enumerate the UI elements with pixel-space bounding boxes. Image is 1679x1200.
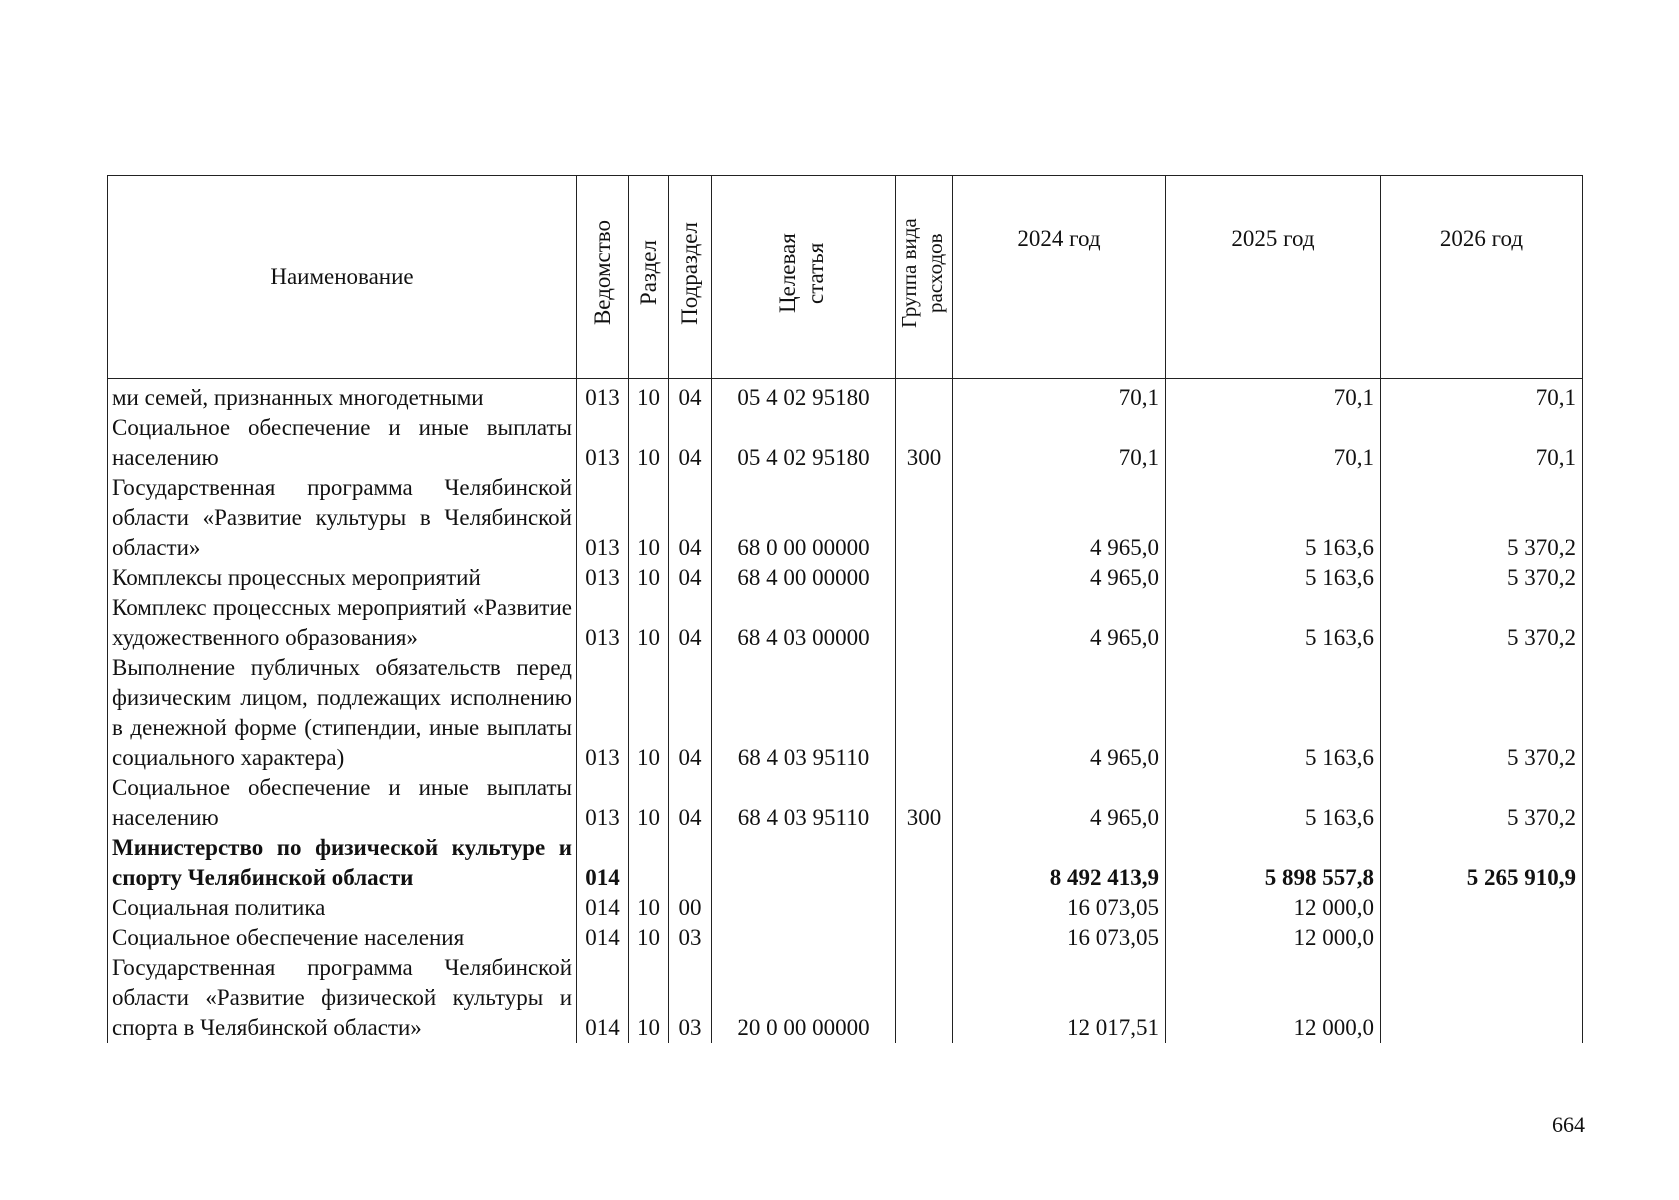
row-amount-2026: 5 370,2	[1381, 563, 1583, 593]
row-amount-2026: 5 370,2	[1381, 593, 1583, 653]
row-dept: 013	[577, 413, 629, 473]
row-dept: 013	[577, 773, 629, 833]
row-dept: 014	[577, 893, 629, 923]
header-2026: 2026 год	[1381, 176, 1583, 379]
page-number: 664	[1552, 1112, 1585, 1137]
row-expense-group: 300	[896, 773, 953, 833]
row-amount-2024: 4 965,0	[953, 773, 1166, 833]
table-row	[108, 593, 1583, 653]
table-row	[108, 773, 1583, 833]
row-amount-2024: 8 492 413,9	[953, 833, 1166, 893]
table-row	[108, 473, 1583, 563]
row-amount-2026	[1381, 893, 1583, 923]
row-amount-2024: 4 965,0	[953, 473, 1166, 563]
row-subsection: 04	[669, 473, 712, 563]
row-subsection: 04	[669, 773, 712, 833]
row-name: ми семей, признанных многодетными	[108, 379, 577, 414]
header-dept: Ведомство	[577, 176, 629, 379]
row-target-article: 20 0 00 00000	[712, 953, 896, 1043]
row-dept: 013	[577, 473, 629, 563]
header-target-article: Целевая статья	[712, 176, 896, 379]
row-name: Выполнение публичных обязательств перед физическим лицом, подлежащих исполнению в денежной форме (стипендии, иные выплаты социального характера)	[108, 653, 577, 773]
row-target-article	[712, 923, 896, 953]
row-section: 10	[629, 653, 669, 773]
row-amount-2026: 5 265 910,9	[1381, 833, 1583, 893]
header-2025: 2025 год	[1166, 176, 1381, 379]
row-amount-2025: 12 000,0	[1166, 953, 1381, 1043]
row-section: 10	[629, 379, 669, 414]
row-amount-2025: 5 898 557,8	[1166, 833, 1381, 893]
row-target-article: 68 4 03 95110	[712, 653, 896, 773]
row-dept: 014	[577, 953, 629, 1043]
row-amount-2024: 4 965,0	[953, 563, 1166, 593]
row-subsection: 03	[669, 923, 712, 953]
row-dept: 013	[577, 379, 629, 414]
row-dept: 014	[577, 923, 629, 953]
header-name: Наименование	[108, 176, 577, 379]
budget-table	[107, 175, 1583, 1043]
row-name: Государственная программа Челябинской области «Развитие физической культуры и спорта в Челябинской области»	[108, 953, 577, 1043]
row-name: Государственная программа Челябинской области «Развитие культуры в Челябинской области»	[108, 473, 577, 563]
row-expense-group	[896, 953, 953, 1043]
header-2024: 2024 год	[953, 176, 1166, 379]
table-row	[108, 893, 1583, 923]
row-amount-2024: 4 965,0	[953, 593, 1166, 653]
row-amount-2026	[1381, 953, 1583, 1043]
row-section: 10	[629, 893, 669, 923]
row-subsection: 03	[669, 953, 712, 1043]
row-target-article: 68 4 03 00000	[712, 593, 896, 653]
row-amount-2024: 16 073,05	[953, 923, 1166, 953]
row-amount-2026: 5 370,2	[1381, 653, 1583, 773]
row-amount-2026: 70,1	[1381, 379, 1583, 414]
row-dept: 013	[577, 593, 629, 653]
row-amount-2025: 5 163,6	[1166, 593, 1381, 653]
row-expense-group	[896, 833, 953, 893]
row-section: 10	[629, 593, 669, 653]
row-target-article	[712, 893, 896, 923]
row-name: Комплексы процессных мероприятий	[108, 563, 577, 593]
header-subsection: Подраздел	[669, 176, 712, 379]
row-section: 10	[629, 413, 669, 473]
row-amount-2025: 12 000,0	[1166, 893, 1381, 923]
row-target-article: 05 4 02 95180	[712, 379, 896, 414]
row-name: Социальная политика	[108, 893, 577, 923]
table-row	[108, 653, 1583, 773]
table-row	[108, 833, 1583, 893]
row-amount-2026	[1381, 923, 1583, 953]
row-expense-group	[896, 593, 953, 653]
row-name: Комплекс процессных мероприятий «Развитие художественного образования»	[108, 593, 577, 653]
row-section: 10	[629, 563, 669, 593]
row-target-article: 68 4 00 00000	[712, 563, 896, 593]
row-amount-2026: 5 370,2	[1381, 473, 1583, 563]
row-subsection: 00	[669, 893, 712, 923]
table-row	[108, 563, 1583, 593]
row-section: 10	[629, 953, 669, 1043]
row-amount-2024: 12 017,51	[953, 953, 1166, 1043]
row-expense-group	[896, 653, 953, 773]
row-target-article: 05 4 02 95180	[712, 413, 896, 473]
row-expense-group	[896, 379, 953, 414]
row-subsection: 04	[669, 593, 712, 653]
row-amount-2026: 5 370,2	[1381, 773, 1583, 833]
row-name: Социальное обеспечение населения	[108, 923, 577, 953]
row-amount-2024: 70,1	[953, 413, 1166, 473]
row-expense-group: 300	[896, 413, 953, 473]
row-amount-2024: 4 965,0	[953, 653, 1166, 773]
row-dept: 013	[577, 653, 629, 773]
row-amount-2026: 70,1	[1381, 413, 1583, 473]
row-section: 10	[629, 773, 669, 833]
row-name: Социальное обеспечение и иные выплаты населению	[108, 773, 577, 833]
row-dept: 013	[577, 563, 629, 593]
row-amount-2024: 70,1	[953, 379, 1166, 414]
row-dept: 014	[577, 833, 629, 893]
row-amount-2025: 12 000,0	[1166, 923, 1381, 953]
row-amount-2025: 70,1	[1166, 413, 1381, 473]
row-expense-group	[896, 473, 953, 563]
row-amount-2025: 5 163,6	[1166, 773, 1381, 833]
header-expense-group: Группа вида расходов	[896, 176, 953, 379]
row-expense-group	[896, 563, 953, 593]
row-target-article: 68 0 00 00000	[712, 473, 896, 563]
row-expense-group	[896, 893, 953, 923]
row-amount-2025: 5 163,6	[1166, 653, 1381, 773]
row-amount-2025: 5 163,6	[1166, 563, 1381, 593]
row-section: 10	[629, 473, 669, 563]
header-row	[108, 176, 1583, 379]
row-expense-group	[896, 923, 953, 953]
row-section: 10	[629, 923, 669, 953]
row-subsection: 04	[669, 563, 712, 593]
table-row	[108, 923, 1583, 953]
table-row	[108, 953, 1583, 1043]
row-subsection: 04	[669, 379, 712, 414]
header-section: Раздел	[629, 176, 669, 379]
row-target-article	[712, 833, 896, 893]
table-body	[108, 379, 1583, 1044]
row-amount-2025: 5 163,6	[1166, 473, 1381, 563]
table-row	[108, 413, 1583, 473]
row-amount-2025: 70,1	[1166, 379, 1381, 414]
row-subsection: 04	[669, 653, 712, 773]
row-target-article: 68 4 03 95110	[712, 773, 896, 833]
row-name: Социальное обеспечение и иные выплаты населению	[108, 413, 577, 473]
row-subsection: 04	[669, 413, 712, 473]
row-amount-2024: 16 073,05	[953, 893, 1166, 923]
table-row	[108, 379, 1583, 414]
row-section	[629, 833, 669, 893]
row-subsection	[669, 833, 712, 893]
row-name: Министерство по физической культуре и спорту Челябинской области	[108, 833, 577, 893]
